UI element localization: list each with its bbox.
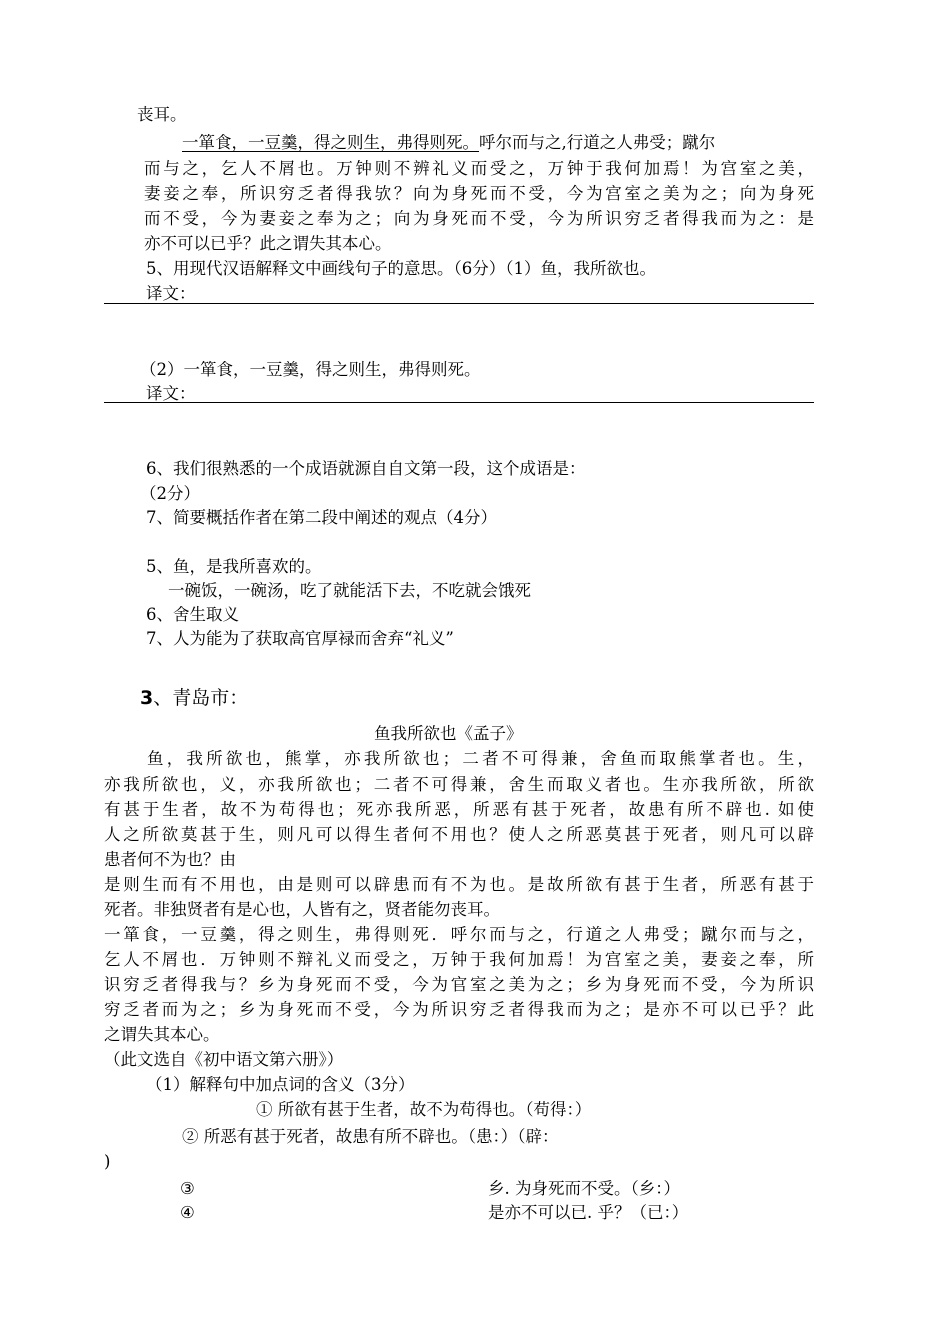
- question-1-item-2-close: ): [104, 1152, 111, 1171]
- answer-line: [104, 303, 814, 304]
- passage-text: 呼尔而与之,行道之人弗受；蹴尔: [479, 133, 716, 152]
- source-note: （此文选自《初中语文第六册》）: [104, 1050, 344, 1069]
- answer-line: [104, 402, 814, 403]
- passage-line: 有甚于生者，故不为苟得也；死亦我所恶，所恶有甚于死者，故患有所不辟也. 如使: [104, 800, 814, 819]
- translation-label: 译文：: [146, 384, 196, 403]
- translation-label: 译文：: [146, 284, 196, 303]
- passage-line: 亦我所欲也，义，亦我所欲也；二者不可得兼，舍生而取义者也。生亦我所欲，所欲: [104, 775, 814, 794]
- passage-line: 患者何不为也？由: [104, 850, 236, 869]
- section-heading: [140, 686, 248, 710]
- passage-line: 鱼，我所欲也，熊掌，亦我所欲也；二者不可得兼，舍鱼而取熊掌者也。生，: [147, 749, 814, 768]
- passage-line: 乞人不屑也．万钟则不辩礼义而受之，万钟于我何加焉！为宫室之美，妻妾之奉，所: [104, 950, 814, 969]
- question-5: 5、用现代汉语解释文中画线句子的意思。（6分）（1）鱼，我所欲也。: [146, 259, 656, 278]
- passage-line: 亦不可以已乎？此之谓失其本心。: [144, 234, 392, 253]
- question-1: （1）解释句中加点词的含义（3分）: [146, 1075, 415, 1094]
- question-1-item-3: 乡. 为身死而不受。（乡：）: [488, 1179, 680, 1198]
- answer-5: 5、鱼，是我所喜欢的。: [146, 557, 322, 576]
- passage-line: 识穷乏者得我与？乡为身死而不受，今为官室之美为之；乡为身死而不受，今为所识: [104, 975, 814, 994]
- question-1-item-2: ② 所恶有甚于死者，故患有所不辟也。（患：）（辟：: [182, 1127, 559, 1146]
- passage-line: 而与之，乞人不屑也。万钟则不辨礼义而受之，万钟于我何加焉！为宫室之美，: [144, 159, 814, 178]
- underlined-sentence: 一箪食，一豆羹，得之则生，弗得则死。: [182, 133, 479, 152]
- question-1-item-4: 是亦不可以已. 乎？（已：）: [488, 1203, 689, 1222]
- passage-title: 鱼我所欲也《孟子》: [374, 724, 523, 743]
- question-5-part-2: （2）一箪食，一豆羹，得之则生，弗得则死。: [140, 360, 481, 379]
- passage-line: 穷乏者而为之；乡为身死而不受，今为所识穷乏者得我而为之；是亦不可以已乎？此: [104, 1000, 814, 1019]
- passage-line: 而不受，今为妻妾之奉为之；向为身死而不受，今为所识穷乏者得我而为之：是: [144, 209, 814, 228]
- answer-6: 6、舍生取义: [146, 605, 239, 624]
- section-title: 、青岛市：: [153, 687, 249, 709]
- answer-5-part-2: 一碗饭，一碗汤，吃了就能活下去，不吃就会饿死: [168, 581, 531, 600]
- question-1-item-4-number: ④: [180, 1203, 195, 1222]
- passage-line: 死者。非独贤者有是心也，人皆有之，贤者能勿丧耳。: [104, 900, 500, 919]
- passage-line: 妻妾之奉，所识穷乏者得我欤？向为身死而不受，今为宫室之美为之；向为身死: [144, 184, 814, 203]
- section-number: 3: [140, 687, 154, 709]
- passage-line: 是则生而有不用也，由是则可以辟患而有不为也。是故所欲有甚于生者，所恶有甚于: [104, 875, 814, 894]
- passage-line: 丧耳。: [137, 105, 187, 124]
- passage-line: [182, 132, 715, 154]
- passage-line: 一箪食，一豆羹，得之则生，弗得则死．呼尔而与之，行道之人弗受；蹴尔而与之，: [104, 925, 814, 944]
- question-6: 6、我们很熟悉的一个成语就源自自文第一段，这个成语是：: [146, 459, 586, 478]
- passage-line: 之谓失其本心。: [104, 1025, 220, 1044]
- answer-7: 7、人为能为了获取高官厚禄而舍弃“礼义”: [146, 629, 454, 648]
- passage-line: 人之所欲莫甚于生，则凡可以得生者何不用也？使人之所恶莫甚于死者，则凡可以辟: [104, 825, 814, 844]
- question-7: 7、简要概括作者在第二段中阐述的观点（4分）: [146, 508, 497, 527]
- question-1-item-1: ① 所欲有甚于生者，故不为苟得也。（苟得：）: [256, 1100, 592, 1119]
- question-1-item-3-number: ③: [180, 1179, 195, 1198]
- question-6-score: （2分）: [140, 484, 200, 503]
